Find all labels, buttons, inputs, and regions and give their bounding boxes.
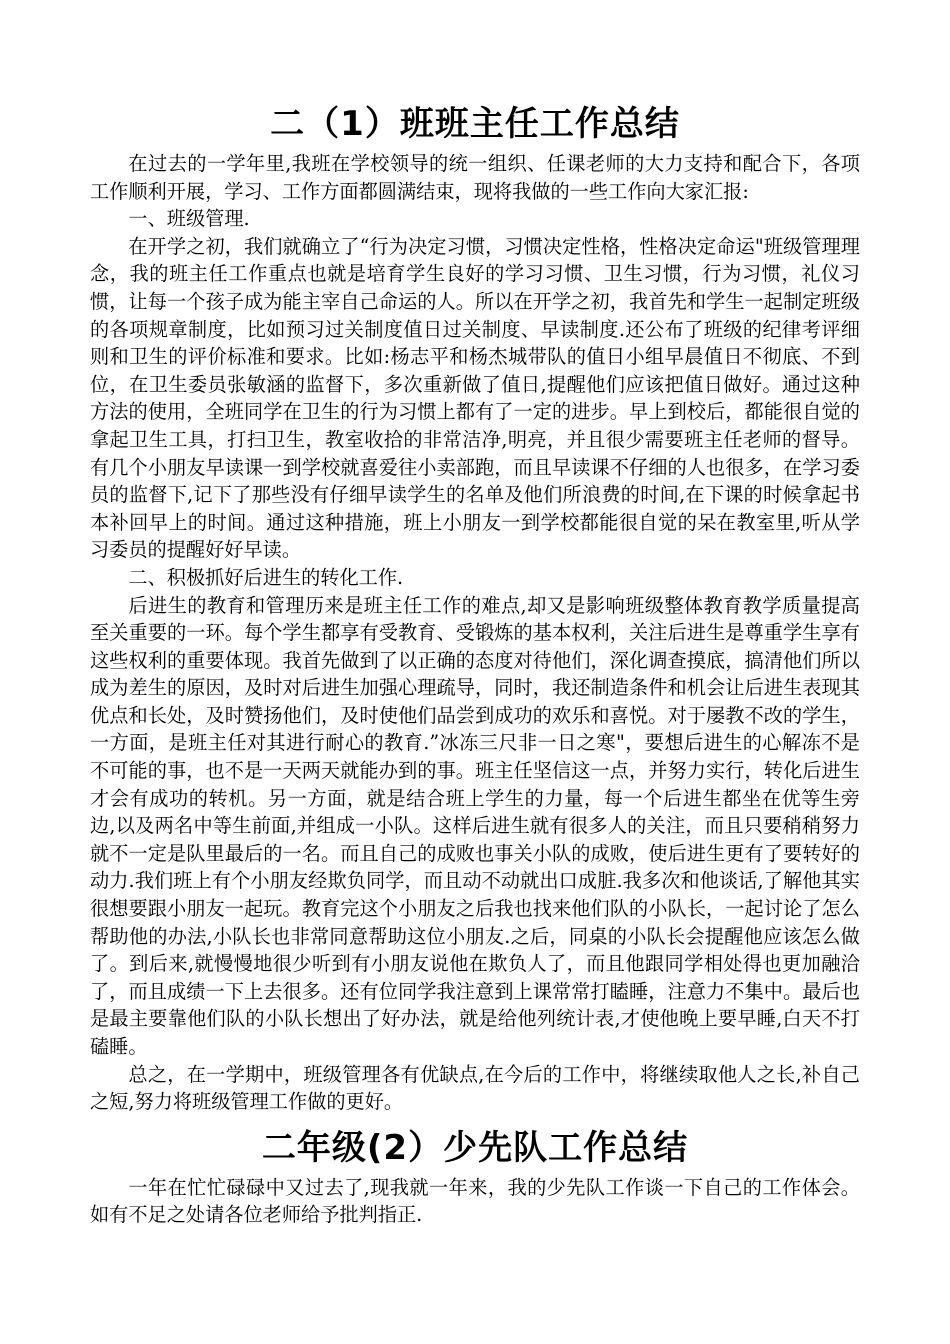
heading-class-management: 一、班级管理. — [128, 207, 250, 231]
paragraph: 一年在忙忙碌碌中又过去了,现我就一年来，我的少先队工作谈一下自己的工作体会。如有不足之处请各位老师给予批判指正. — [90, 1175, 860, 1227]
section-title: 二（1）班班主任工作总结 — [270, 104, 680, 144]
paragraph: 在过去的一学年里,我班在学校领导的统一组织、任课老师的大力支持和配合下，各项工作顺利开展，学习、工作方面都圆满结束，现将我做的一些工作向大家汇报: — [90, 152, 860, 203]
heading-underachiever-work: 二、积极抓好后进生的转化工作. — [128, 565, 404, 589]
paragraph: 后进生的教育和管理历来是班主任工作的难点,却又是影响班级整体教育教学质量提高至关重要的一环。每个学生都享有受教育、受锻炼的基本权利，关注后进生是尊重学生享有这些权利的重要体现。我首先做到了以正确的态度对待他们，深化调查摸底，搞清他们所以成为差生的原因，及时对后进生加强心理疏导，同时，我还制造条件和机会让后进生表现其优点和长处，及时赞扬他们，及时使他们品尝到成功的欢乐和喜悦。对于屡教不改的学生，一方面，是班主任对其进行耐心的教育.”冰冻三尺非一日之寒"，要想后进生的心解冻不是不可能的事，也不是一天两天就能办到的事。班主任坚信这一点，并努力实行，转化后进生才会有成功的转机。另一方面，就是结合班上学生的力量，每一个后进生都坐在优等生旁边,以及两名中等生前面,并组成一小队。这样后进生就有很多人的关注，而且只要稍稍努力就不一定是队里最后的一名。而且自己的成败也事关小队的成败，使后进生更有了要转好的动力.我们班上有个小朋友经欺负同学，而且动不动就出口成脏.我多次和他谈话,了解他其实很想要跟小朋友一起玩。教育完这个小朋友之后我也找来他们队的小队长，一起讨论了怎么帮助他的办法,小队长也非常同意帮助这位小朋友.之后，同桌的小队长会提醒他应该怎么做了。到后来,就慢慢地很少听到有小朋友说他在欺负人了，而且他跟同学相处得也更加融洽了，而且成绩一下上去很多。还有位同学我注意到上课常常打瞌睡，注意力不集中。最后也是最主要靠他们队的小队长想出了好办法，就是给他列统计表,才使他晚上要早睡,白天不打磕睡。 — [90, 593, 860, 1058]
paragraph-summary: 总之，在一学期中，班级管理各有优缺点,在今后的工作中，将继续取他人之长,补自己之短,努力将班级管理工作做的更好。 — [90, 1062, 860, 1114]
section-title: 二年级(2）少先队工作总结 — [261, 1127, 689, 1168]
paragraph: 在开学之初，我们就确立了“行为决定习惯，习惯决定性格，性格决定命运"班级管理理念，我的班主任工作重点也就是培育学生良好的学习习惯、卫生习惯，行为习惯，礼仪习惯，让每一个孩子成为能主宰自己命运的人。所以在开学之初，我首先和学生一起制定班级的各项规章制度，比如预习过关制度值日过关制度、早读制度.还公布了班级的纪律考评细则和卫生的评价标准和要求。比如:杨志平和杨杰城带队的值日小组早晨值日不彻底、不到位，在卫生委员张敏涵的监督下，多次重新做了值日,提醒他们应该把值日做好。通过这种方法的使用，全班同学在卫生的行为习惯上都有了一定的进步。早上到校后，都能很自觉的拿起卫生工具，打扫卫生，教室收拾的非常洁净,明亮，并且很少需要班主任老师的督导。有几个小朋友早读课一到学校就喜爱往小卖部跑，而且早读课不仔细的人也很多，在学习委员的监督下,记下了那些没有仔细早读学生的名单及他们所浪费的时间,在下课的时候拿起书本补回早上的时间。通过这种措施，班上小朋友一到学校都能很自觉的呆在教室里,听从学习委员的提醒好好早读。 — [90, 234, 860, 562]
document-page — [90, 98, 860, 1229]
